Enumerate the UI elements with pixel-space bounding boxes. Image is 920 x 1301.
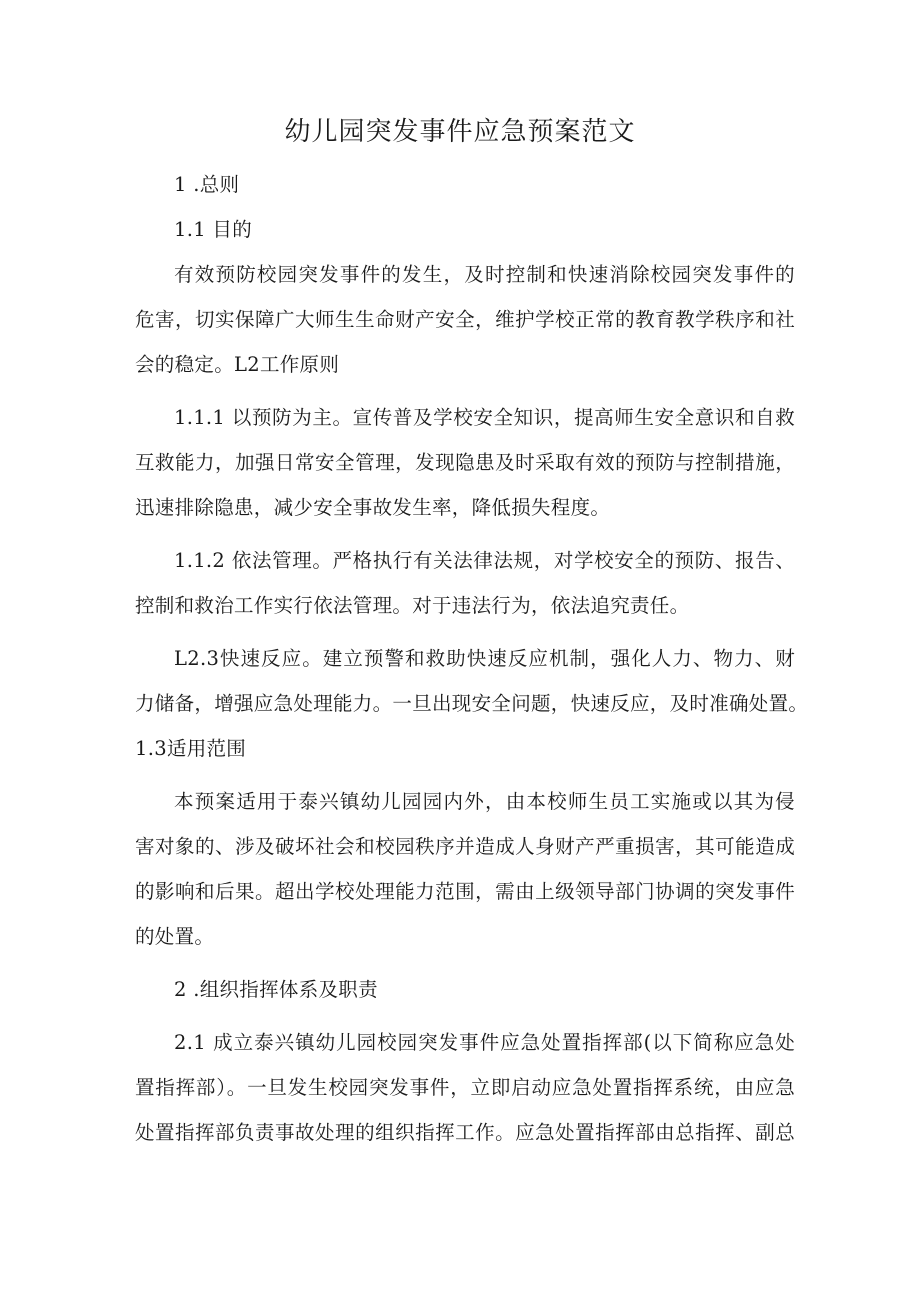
paragraph-line: 力储备，增强应急处理能力。一旦出现安全问题，快速反应，及时准确处置。 [135,692,809,715]
subsection-heading: 1.3适用范围 [135,737,247,760]
paragraph-line: 迅速排除隐患，减少安全事故发生率，降低损失程度。 [135,496,611,519]
section-heading: 1 .总则 [174,173,240,196]
paragraph-line: L2.3快速反应。建立预警和救助快速反应机制，强化人力、物力、财 [174,647,795,670]
paragraph-line: 会的稳定。L2工作原则 [135,353,340,376]
paragraph-line: 1.1.1 以预防为主。宣传普及学校安全知识，提高师生安全意识和自救 [174,406,795,429]
paragraph-line: 互救能力，加强日常安全管理，发现隐患及时采取有效的预防与控制措施， [135,451,795,474]
paragraph-line: 的处置。 [135,925,215,948]
paragraph-line: 本预案适用于泰兴镇幼儿园园内外，由本校师生员工实施或以其为侵 [174,790,795,813]
document-body [135,162,809,1155]
paragraph-line: 1.1.2 依法管理。严格执行有关法律法规，对学校安全的预防、报告、 [174,549,795,572]
paragraph-line: 危害，切实保障广大师生生命财产安全，维护学校正常的教育教学秩序和社 [135,308,795,331]
document-title: 幼儿园突发事件应急预案范文 [284,117,636,147]
paragraph-line: 2.1 成立泰兴镇幼儿园校园突发事件应急处置指挥部(以下简称应急处 [174,1031,795,1054]
paragraph-line: 的影响和后果。超出学校处理能力范围，需由上级领导部门协调的突发事件 [135,880,795,903]
paragraph-line: 控制和救治工作实行依法管理。对于违法行为，依法追究责任。 [135,594,690,617]
paragraph-line: 置指挥部）。一旦发生校园突发事件，立即启动应急处置指挥系统，由应急 [135,1076,795,1099]
subsection-heading: 1.1 目的 [174,218,253,241]
paragraph-line: 害对象的、涉及破坏社会和校园秩序并造成人身财产严重损害，其可能造成 [135,835,795,858]
section-heading: 2 .组织指挥体系及职责 [174,978,378,1001]
paragraph-line: 处置指挥部负责事故处理的组织指挥工作。应急处置指挥部由总指挥、副总 [135,1121,795,1144]
paragraph-line: 有效预防校园突发事件的发生，及时控制和快速消除校园突发事件的 [174,263,795,286]
